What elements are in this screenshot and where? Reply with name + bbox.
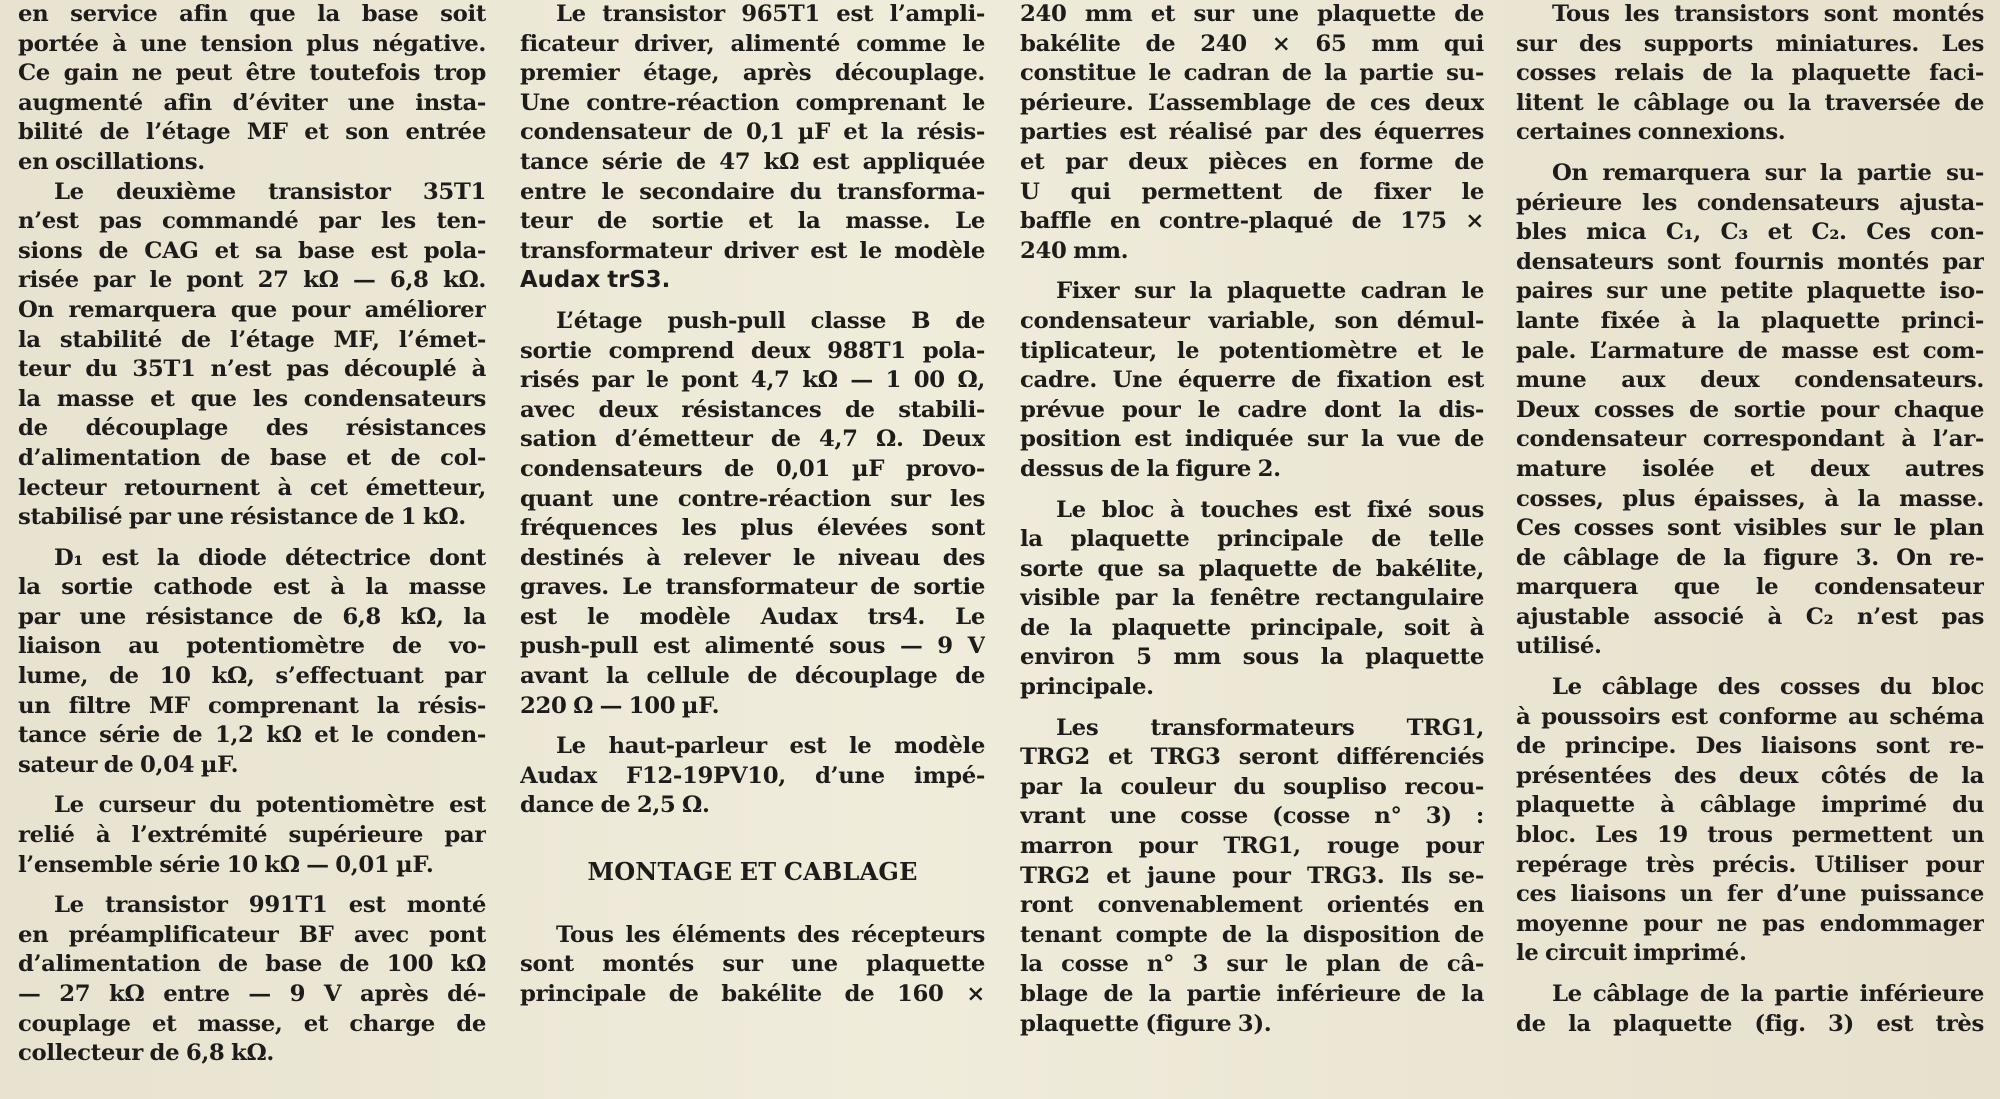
- text-line: un filtre MF comprenant la résis-: [18, 692, 486, 719]
- paragraph: [18, 791, 486, 880]
- paragraph: [1020, 277, 1484, 484]
- text-line: Le transistor 965T1 est l’ampli-: [556, 1, 985, 27]
- text-line: avec deux résistances de stabili-: [520, 396, 985, 423]
- text-line: L’étage push-pull classe B de: [556, 307, 985, 334]
- text-line: mune aux deux condensateurs.: [1516, 367, 1984, 394]
- text-line: Tous les transistors sont montés: [1552, 1, 1984, 27]
- paragraph: [520, 921, 985, 1010]
- text-line: position est indiquée sur la vue de: [1020, 426, 1484, 453]
- text-line: moyenne pour ne pas endommager: [1516, 910, 1984, 937]
- text-line: Audax trS3.: [520, 267, 671, 294]
- text-line: ajustable associé à C₂ n’est pas: [1516, 603, 1984, 630]
- text-line: principale.: [1020, 674, 1154, 701]
- text-line: stabilisé par une résistance de 1 kΩ.: [18, 504, 466, 531]
- text-line: teur du 35T1 n’est pas découplé à: [18, 356, 486, 383]
- text-line: lume, de 10 kΩ, s’effectuant par: [18, 663, 486, 690]
- text-line: push-pull est alimenté sous — 9 V: [520, 633, 985, 660]
- text-line: la cosse n° 3 sur le plan de câ-: [1020, 951, 1484, 978]
- text-line: le circuit imprimé.: [1516, 940, 1747, 967]
- text-line: périeure. L’assemblage de ces deux: [1020, 89, 1484, 116]
- text-line: transformateur driver est le modèle: [520, 237, 985, 264]
- text-line: plaquette à câblage imprimé du: [1516, 792, 1984, 819]
- paragraph: [1020, 714, 1484, 1040]
- text-line: portée à une tension plus négative.: [18, 30, 486, 57]
- text-line: vrant une cosse (cosse n° 3) :: [1020, 803, 1484, 830]
- paragraph: [1020, 0, 1484, 266]
- text-line: graves. Le transformateur de sortie: [520, 574, 985, 601]
- paragraph: [1516, 980, 1984, 1039]
- text-line: en service afin que la base soit: [18, 1, 486, 27]
- text-line: relié à l’extrémité supérieure par: [18, 822, 486, 849]
- section-heading: MONTAGE ET CABLAGE: [587, 857, 918, 887]
- text-line: liaison au potentiomètre de vo-: [18, 633, 486, 660]
- text-line: condensateurs de 0,01 µF provo-: [520, 455, 985, 482]
- text-line: couplage et masse, et charge de: [18, 1010, 486, 1037]
- text-line: bloc. Les 19 trous permettent un: [1516, 822, 1984, 849]
- text-line: TRG2 et jaune pour TRG3. Ils se-: [1020, 862, 1484, 889]
- text-line: environ 5 mm sous la plaquette: [1020, 644, 1484, 671]
- text-line: est le modèle Audax trs4. Le: [520, 603, 985, 630]
- article-column-1: [18, 0, 486, 1069]
- article-column-3: [1020, 0, 1484, 1039]
- paragraph: [1516, 0, 1984, 148]
- text-line: Le transistor 991T1 est monté: [54, 892, 486, 919]
- text-line: 220 Ω — 100 µF.: [520, 692, 720, 719]
- text-line: en préamplificateur BF avec pont: [18, 921, 486, 948]
- text-line: collecteur de 6,8 kΩ.: [18, 1040, 274, 1067]
- text-line: sions de CAG et sa base est pola-: [18, 237, 486, 264]
- text-line: sorte que sa plaquette de bakélite,: [1020, 555, 1484, 582]
- text-line: périeure les condensateurs ajusta-: [1516, 189, 1984, 216]
- text-line: litent le câblage ou la traversée de: [1516, 89, 1984, 116]
- text-line: teur de sortie et la masse. Le: [520, 208, 985, 235]
- text-line: Le curseur du potentiomètre est: [54, 792, 486, 819]
- paragraph: [18, 891, 486, 1069]
- text-line: n’est pas commandé par les ten-: [18, 208, 486, 235]
- text-line: la plaquette principale de telle: [1020, 526, 1484, 553]
- text-line: sateur de 0,04 µF.: [18, 751, 239, 778]
- text-line: Les transformateurs TRG1,: [1056, 714, 1484, 741]
- article-column-4: [1516, 0, 1984, 1039]
- text-line: risée par le pont 27 kΩ — 6,8 kΩ.: [18, 267, 486, 294]
- paragraph: [520, 307, 985, 721]
- text-line: la masse et que les condensateurs: [18, 385, 486, 412]
- text-line: ces liaisons un fer d’une puissance: [1516, 881, 1984, 908]
- text-line: plaquette (figure 3).: [1020, 1010, 1272, 1037]
- text-line: principale de bakélite de 160 ×: [520, 980, 985, 1007]
- text-line: baffle en contre-plaqué de 175 ×: [1020, 208, 1484, 235]
- text-line: 240 mm et sur une plaquette de: [1020, 1, 1484, 27]
- text-line: D₁ est la diode détectrice dont: [54, 544, 486, 571]
- text-line: constitue le cadran de la partie su-: [1020, 60, 1484, 87]
- text-line: Deux cosses de sortie pour chaque: [1516, 396, 1984, 423]
- text-line: tiplicateur, le potentiomètre et le: [1020, 337, 1484, 364]
- text-line: mature isolée et deux autres: [1516, 455, 1984, 482]
- paragraph: [520, 0, 985, 296]
- text-line: cosses relais de la plaquette faci-: [1516, 60, 1984, 87]
- text-line: ficateur driver, alimenté comme le: [520, 30, 985, 57]
- text-line: lecteur retournent à cet émetteur,: [18, 474, 486, 501]
- text-line: parties est réalisé par des équerres: [1020, 119, 1484, 146]
- text-line: condensateur correspondant à l’ar-: [1516, 426, 1984, 453]
- text-line: de principe. Des liaisons sont re-: [1516, 733, 1984, 760]
- text-line: de la plaquette principale, soit à: [1020, 614, 1484, 641]
- text-line: sur des supports miniatures. Les: [1516, 30, 1984, 57]
- text-line: blage de la partie inférieure de la: [1020, 981, 1484, 1007]
- text-line: marquera que le condensateur: [1516, 574, 1984, 601]
- text-line: bakélite de 240 × 65 mm qui: [1020, 30, 1484, 57]
- text-line: quant une contre-réaction sur les: [520, 485, 985, 512]
- text-line: lante fixée à la plaquette princi-: [1516, 307, 1984, 334]
- text-line: de la plaquette (fig. 3) est très: [1516, 1010, 1984, 1037]
- text-line: certaines connexions.: [1516, 119, 1786, 146]
- text-line: cadre. Une équerre de fixation est: [1020, 367, 1484, 394]
- article-column-2: [520, 0, 985, 1009]
- text-line: condensateur de 0,1 µF et la résis-: [520, 119, 985, 146]
- text-line: Ces cosses sont visibles sur le plan: [1516, 515, 1984, 542]
- text-line: entre le secondaire du transforma-: [520, 178, 985, 205]
- text-line: U qui permettent de fixer le: [1020, 178, 1484, 205]
- text-line: tance série de 47 kΩ est appliquée: [520, 148, 985, 175]
- text-line: par une résistance de 6,8 kΩ, la: [18, 603, 486, 630]
- text-line: visible par la fenêtre rectangulaire: [1020, 585, 1484, 612]
- text-line: prévue pour le cadre dont la dis-: [1020, 396, 1484, 423]
- text-line: la sortie cathode est à la masse: [18, 574, 486, 601]
- text-line: Le bloc à touches est fixé sous: [1056, 496, 1484, 523]
- text-line: par la couleur du soupliso recou-: [1020, 773, 1484, 800]
- paragraph: [18, 0, 486, 178]
- text-line: ront convenablement orientés en: [1020, 892, 1484, 919]
- text-line: pale. L’armature de masse est com-: [1516, 337, 1984, 364]
- text-line: dance de 2,5 Ω.: [520, 792, 710, 819]
- text-line: paires sur une petite plaquette iso-: [1516, 278, 1984, 305]
- text-line: la stabilité de l’étage MF, l’émet-: [18, 326, 486, 353]
- text-line: 240 mm.: [1020, 237, 1129, 264]
- text-line: sortie comprend deux 988T1 pola-: [520, 337, 985, 364]
- paragraph: [18, 178, 486, 533]
- text-line: Audax F12-19PV10, d’une impé-: [520, 762, 985, 789]
- text-line: fréquences les plus élevées sont: [520, 515, 985, 542]
- text-line: d’alimentation de base de 100 kΩ: [18, 951, 486, 978]
- text-line: cosses, plus épaisses, à la masse.: [1516, 485, 1984, 512]
- paragraph: [1020, 496, 1484, 703]
- text-line: Fixer sur la plaquette cadran le: [1056, 278, 1484, 305]
- text-line: dessus de la figure 2.: [1020, 455, 1281, 482]
- section-heading-block: [520, 857, 985, 887]
- text-line: de découplage des résistances: [18, 415, 486, 442]
- paragraph: [18, 544, 486, 781]
- text-line: risés par le pont 4,7 kΩ — 1 00 Ω,: [520, 367, 985, 394]
- text-line: marron pour TRG1, rouge pour: [1020, 833, 1484, 860]
- text-line: premier étage, après découplage.: [520, 60, 985, 87]
- text-line: présentées des deux côtés de la: [1516, 762, 1984, 789]
- text-line: On remarquera sur la partie su-: [1552, 159, 1984, 186]
- text-line: Ce gain ne peut être toutefois trop: [18, 60, 486, 87]
- text-line: On remarquera que pour améliorer: [18, 296, 486, 323]
- text-line: — 27 kΩ entre — 9 V après dé-: [18, 981, 486, 1007]
- text-line: avant la cellule de découplage de: [520, 663, 985, 690]
- text-line: destinés à relever le niveau des: [520, 544, 985, 571]
- text-line: sont montés sur une plaquette: [520, 951, 985, 978]
- text-line: condensateur variable, son démul-: [1020, 307, 1484, 334]
- text-line: TRG2 et TRG3 seront différenciés: [1020, 744, 1484, 771]
- text-line: Une contre-réaction comprenant le: [520, 89, 985, 116]
- text-line: et par deux pièces en forme de: [1020, 148, 1484, 175]
- text-line: Le câblage des cosses du bloc: [1552, 674, 1984, 701]
- text-line: à poussoirs est conforme au schéma: [1516, 703, 1984, 730]
- paragraph: [1516, 159, 1984, 662]
- text-line: tenant compte de la disposition de: [1020, 921, 1484, 948]
- text-line: Le haut-parleur est le modèle: [556, 733, 985, 760]
- paragraph: [520, 732, 985, 821]
- text-line: sation d’émetteur de 4,7 Ω. Deux: [520, 426, 985, 453]
- text-line: Tous les éléments des récepteurs: [556, 921, 985, 948]
- text-line: Le deuxième transistor 35T1: [54, 178, 486, 205]
- text-line: utilisé.: [1516, 633, 1602, 660]
- text-line: densateurs sont fournis montés par: [1516, 248, 1984, 275]
- paragraph: [1516, 673, 1984, 969]
- text-line: d’alimentation de base et de col-: [18, 444, 486, 471]
- text-line: tance série de 1,2 kΩ et le conden-: [18, 722, 486, 749]
- text-line: Le câblage de la partie inférieure: [1552, 981, 1984, 1007]
- text-line: en oscillations.: [18, 148, 205, 175]
- text-line: augmenté afin d’éviter une insta-: [18, 89, 486, 116]
- text-line: de câblage de la figure 3. On re-: [1516, 544, 1984, 571]
- text-line: repérage très précis. Utiliser pour: [1516, 851, 1984, 878]
- text-line: l’ensemble série 10 kΩ — 0,01 µF.: [18, 851, 434, 878]
- text-line: bles mica C₁, C₃ et C₂. Ces con-: [1516, 219, 1984, 246]
- text-line: bilité de l’étage MF et son entrée: [18, 119, 486, 146]
